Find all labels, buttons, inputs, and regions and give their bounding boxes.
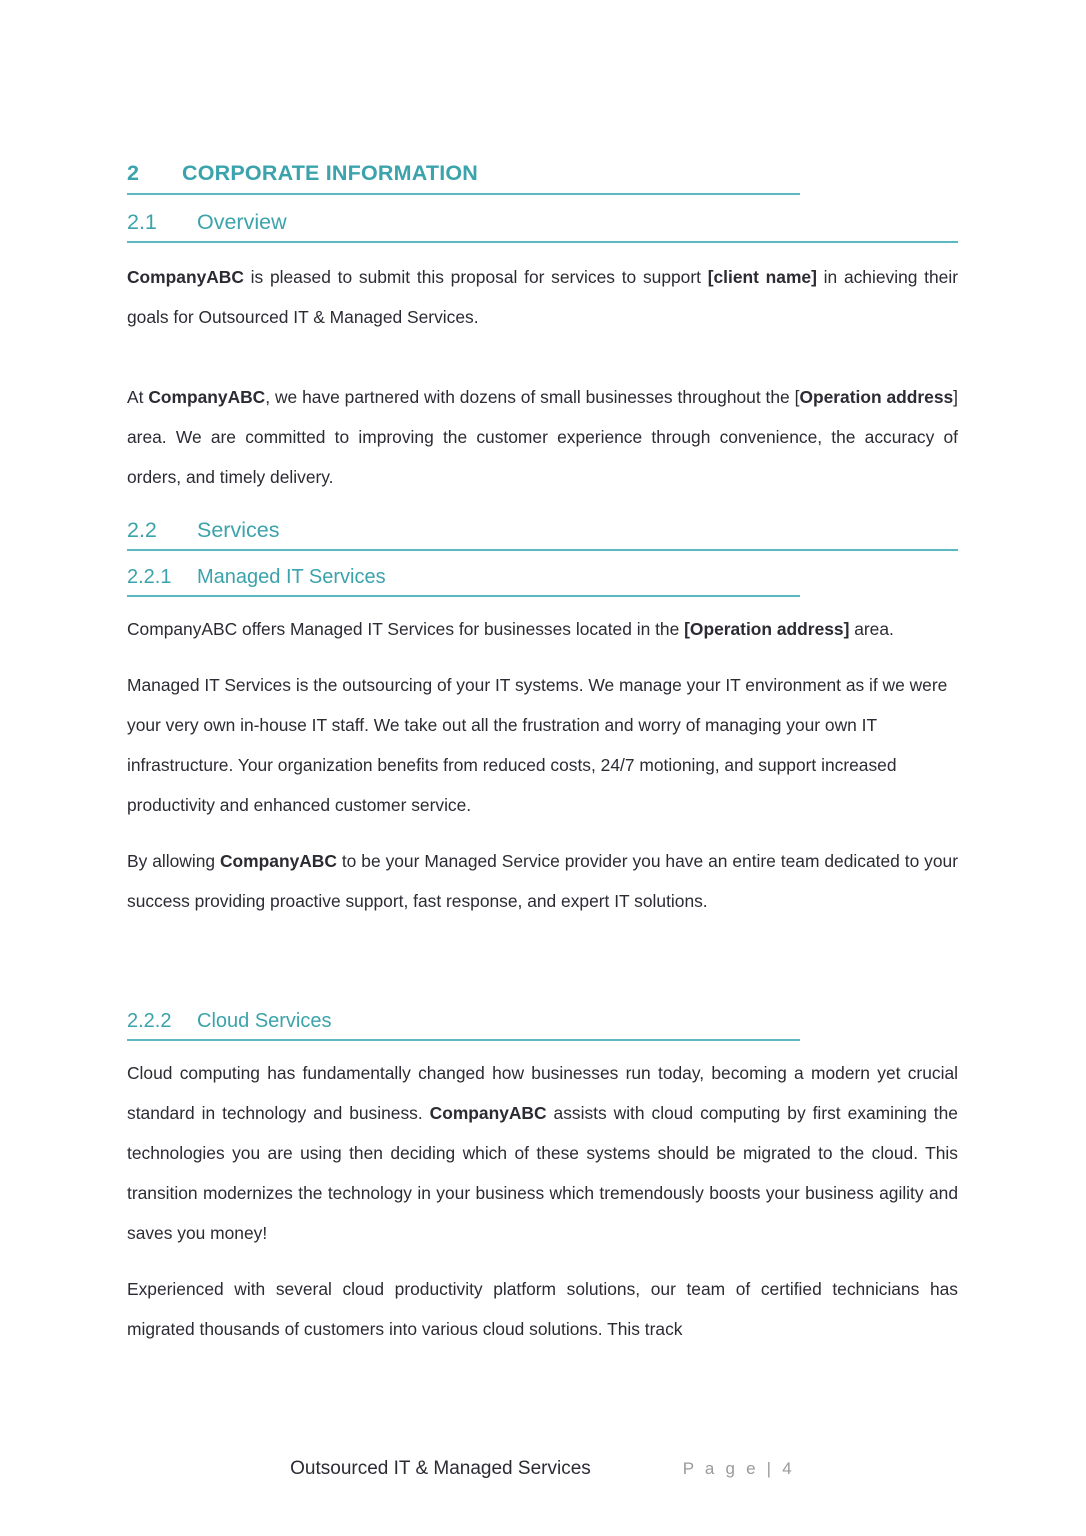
managed-it-paragraph-1 [127, 609, 958, 649]
company-name-bold-3: CompanyABC [220, 850, 337, 871]
operation-address-placeholder-2: [Operation address] [684, 618, 850, 639]
overview-paragraph-1 [127, 257, 958, 337]
overview-p2-text-a: At [127, 386, 149, 407]
page-footer [127, 1452, 958, 1486]
heading-overview-title: Overview [197, 209, 287, 234]
overview-p1-text-a: is pleased to submit this proposal for services to support [243, 266, 708, 287]
heading-overview-number: 2.1 [127, 209, 157, 234]
heading-1-number: 2 [127, 161, 140, 185]
overview-p1-text-b: in achieving their goals for Outsourced IT & Managed Services. [127, 266, 958, 327]
cloud-paragraph-1 [127, 1053, 958, 1253]
cloud-paragraph-2: Experienced with several cloud productivity platform solutions, our team of certified technicians has migrated thousands of customers into various cloud solutions. This track [127, 1278, 958, 1339]
heading-services-title: Services [197, 517, 280, 542]
heading-cloud-services [127, 1009, 800, 1041]
overview-p2-text-b: , we have partnered with dozens of small businesses throughout the [ [265, 386, 800, 407]
heading-managed-it-title: Managed IT Services [197, 565, 386, 588]
heading-corporate-information [127, 160, 800, 195]
heading-services-number: 2.2 [127, 517, 157, 542]
footer-page-number: P a g e | 4 [682, 1459, 795, 1478]
heading-cloud-title: Cloud Services [197, 1009, 332, 1032]
managed-it-p3-text-b: to be your Managed Service provider you have an entire team dedicated to your success providing proactive support, fast response, and expert IT solutions. [127, 850, 958, 911]
heading-overview [127, 209, 958, 243]
heading-cloud-number: 2.2.2 [127, 1009, 172, 1032]
overview-p2-text-c: ] area. We are committed to improving the customer experience through convenience, the accuracy of orders, and timely delivery. [127, 386, 959, 487]
page-content [127, 0, 958, 1349]
company-name-bold-4: CompanyABC [429, 1102, 547, 1123]
heading-managed-it-services [127, 565, 800, 597]
managed-it-paragraph-3 [127, 841, 958, 921]
footer-document-title: Outsourced IT & Managed Services [290, 1458, 591, 1479]
managed-it-paragraph-2: Managed IT Services is the outsourcing of your IT systems. We manage your IT environment as if we were your very own in-house IT staff. We take out all the frustration and worry of managing your own IT infrastructure. Your organization benefits from reduced costs, 24/7 motioning, and support increased productivity and enhanced customer service. [127, 674, 948, 815]
managed-it-p1-text-b: area. [849, 618, 894, 639]
heading-services [127, 517, 958, 551]
client-name-placeholder: [client name] [707, 266, 817, 287]
overview-paragraph-2 [127, 377, 958, 497]
cloud-p1-text-b: assists with cloud computing by first examining the technologies you are using then deciding which of these systems should be migrated to the cloud. This transition modernizes the technology in your business which tremendously boosts your business agility and saves you money! [127, 1102, 958, 1243]
managed-it-p3-text-a: By allowing [127, 850, 220, 871]
company-name-bold: CompanyABC [127, 266, 244, 287]
company-name-bold-2: CompanyABC [148, 386, 266, 407]
managed-it-p1-text-a: CompanyABC offers Managed IT Services for businesses located in the [127, 618, 685, 639]
cloud-p1-text-a: Cloud computing has fundamentally changed how businesses run today, becoming a modern yet crucial standard in technology and business. [127, 1062, 958, 1123]
operation-address-placeholder: Operation address [799, 386, 954, 407]
heading-1-title: CORPORATE INFORMATION [182, 161, 479, 185]
heading-managed-it-number: 2.2.1 [127, 565, 172, 588]
